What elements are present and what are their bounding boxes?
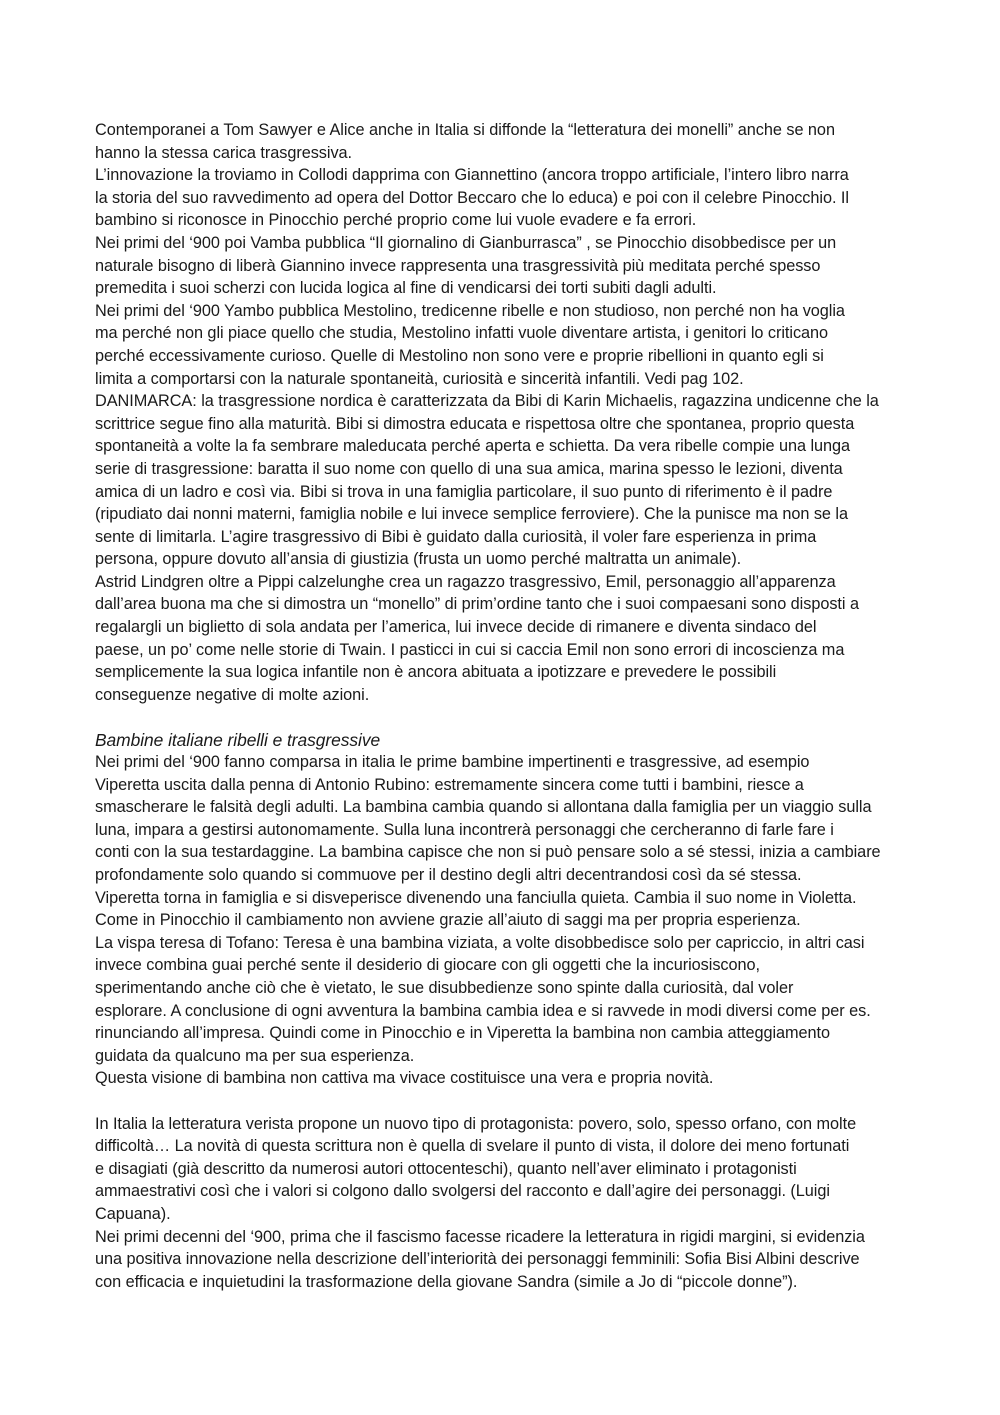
paragraph-danimarca: DANIMARCA: la trasgressione nordica è caratterizzata da Bibi di Karin Michaelis, ragazzina undicenne che la scrittrice segue fino alla maturità. Bibi si dimostra educata e rispettosa oltre che spontanea, proprio questa spontaneità a volte la fa sembrare maleducata perché aperta e schietta. Da vera ribelle compie una lunga serie di trasgressione: baratta il suo nome con quello di una sua amica, marina spesso le lezioni, diventa amica di un ladro e così via. Bibi si trova in una famiglia particolare, il suo punto di riferimento è il padre (ripudiato dai nonni materni, famiglia nobile e lui invece semplice ferroviere). Che la punisce ma non se la sente di limitarla. L’agire trasgressivo di Bibi è guidato dalla curiosità, il voler fare esperienza in prima persona, oppure dovuto all’ansia di giustizia (frusta un uomo perché maltratta un animale). [95, 392, 879, 569]
paragraph-female-characters: Nei primi decenni del ‘900, prima che il fascismo facesse ricadere la letteratura in rigidi margini, si evidenzia una positiva innovazione nella descrizione dell’interiorità dei personaggi femminili: Sofia Bisi Albini descrive con efficacia e inquietudini la trasformazione della giovane Sandra (simile a Jo di “piccole donne”). [95, 1227, 865, 1291]
paragraph-viperetta: Nei primi del ‘900 fanno comparsa in italia le prime bambine impertinenti e trasgressive, ad esempio Viperetta uscita dalla penna di Antonio Rubino: estremamente sincera come tutti i bambini, riesce a smascherare le falsità degli adulti. La bambina cambia quando si allontana dalla famiglia per un viaggio sulla luna, impara a gestirsi autonomamente. Sulla luna incontrerà personaggi che cercheranno di farle fare i conti con la sua testardaggine. La bambina capisce che non si può pensare solo a sé stessi, inizia a cambiare profondamente solo quando si commuove per il destino degli altri decentrandosi così da sé stessa. Viperetta torna in famiglia e si disveperisce divenendo una fanciulla quieta. Cambia il suo nome in Violetta. Come in Pinocchio il cambiamento non avviene grazie all’aiuto di saggi ma per propria esperienza. [95, 753, 881, 930]
section-spacer [95, 1090, 915, 1113]
paragraph-literature-of-rascals: Contemporanei a Tom Sawyer e Alice anche in Italia si diffonde la “letteratura dei monelli” anche se non hanno la stessa carica trasgressiva. [95, 121, 835, 162]
section-heading: Bambine italiane ribelli e trasgressive [95, 730, 381, 751]
paragraph-novelty: Questa visione di bambina non cattiva ma vivace costituisce una vera e propria novità. [95, 1069, 714, 1088]
paragraph-vamba: Nei primi del ‘900 poi Vamba pubblica “Il giornalino di Gianburrasca” , se Pinocchio disobbedisce per un naturale bisogno di liberà Giannino invece rappresenta una trasgressività più meditata perché spesso premedita i suoi scherzi con lucida logica al fine di vendicarsi dei torti subiti dagli adulti. [95, 233, 837, 298]
section-spacer [95, 706, 915, 729]
paragraph-collodi: L’innovazione la troviamo in Collodi dapprima con Giannettino (ancora troppo artificiale, l’intero libro narra la storia del suo ravvedimento ad opera del Dottor Beccaro che lo educa) e poi con il celebre Pinocchio. Il bambino si riconosce in Pinocchio perché proprio come lui vuole evadere e fa errori. [95, 166, 849, 230]
paragraph-verismo: In Italia la letteratura verista propone un nuovo tipo di protagonista: povero, solo, spesso orfano, con molte difficoltà… La novità di questa scrittura non è quella di svelare il punto di vista, il dolore dei meno fortunati e disagiati (già descritto da numerosi autori ottocenteschi), quanto nell’aver eliminato i protagonisti ammaestrativi così che i valori si colgono dallo svolgersi del racconto e dall’agire dei personaggi. (Luigi Capuana). [95, 1114, 857, 1223]
document-page [95, 119, 915, 1293]
paragraph-yambo: Nei primi del ‘900 Yambo pubblica Mestolino, tredicenne ribelle e non studioso, non perché non ha voglia ma perché non gli piace quello che studia, Mestolino infatti vuole diventare artista, i genitori lo criticano perché eccessivamente curioso. Quelle di Mestolino non sono vere e proprie ribellioni in quanto egli si limita a comportarsi con la naturale spontaneità, curiosità e sincerità infantili. Vedi pag 102. [95, 301, 845, 388]
paragraph-astrid-lindgren: Astrid Lindgren oltre a Pippi calzelunghe crea un ragazzo trasgressivo, Emil, personaggio all’apparenza dall’area buona ma che si dimostra un “monello” di prim’ordine tanto che i suoi compaesani sono disposti a regalargli un biglietto di sola andata per l’america, lui invece decide di rimanere e diventa sindaco del paese, un po’ come nelle storie di Twain. I pasticci in cui si caccia Emil non sono errori di incoscienza ma semplicemente la sua logica infantile non è ancora abituata a ipotizzare e prevedere le possibili conseguenze negative di molte azioni. [95, 572, 859, 704]
paragraph-vispa-teresa: La vispa teresa di Tofano: Teresa è una bambina viziata, a volte disobbedisce solo per capriccio, in altri casi invece combina guai perché sente il desiderio di giocare con gli oggetti che la incuriosiscono, sperimentando anche ciò che è vietato, le sue disubbedienze sono spinte dalla curiosità, dal voler esplorare. A conclusione di ogni avventura la bambina cambia idea e si ravvede in modi diversi come per es. rinunciando all’impresa. Quindi come in Pinocchio e in Viperetta la bambina non cambia atteggiamento guidata da qualcuno ma per sua esperienza. [95, 933, 871, 1065]
